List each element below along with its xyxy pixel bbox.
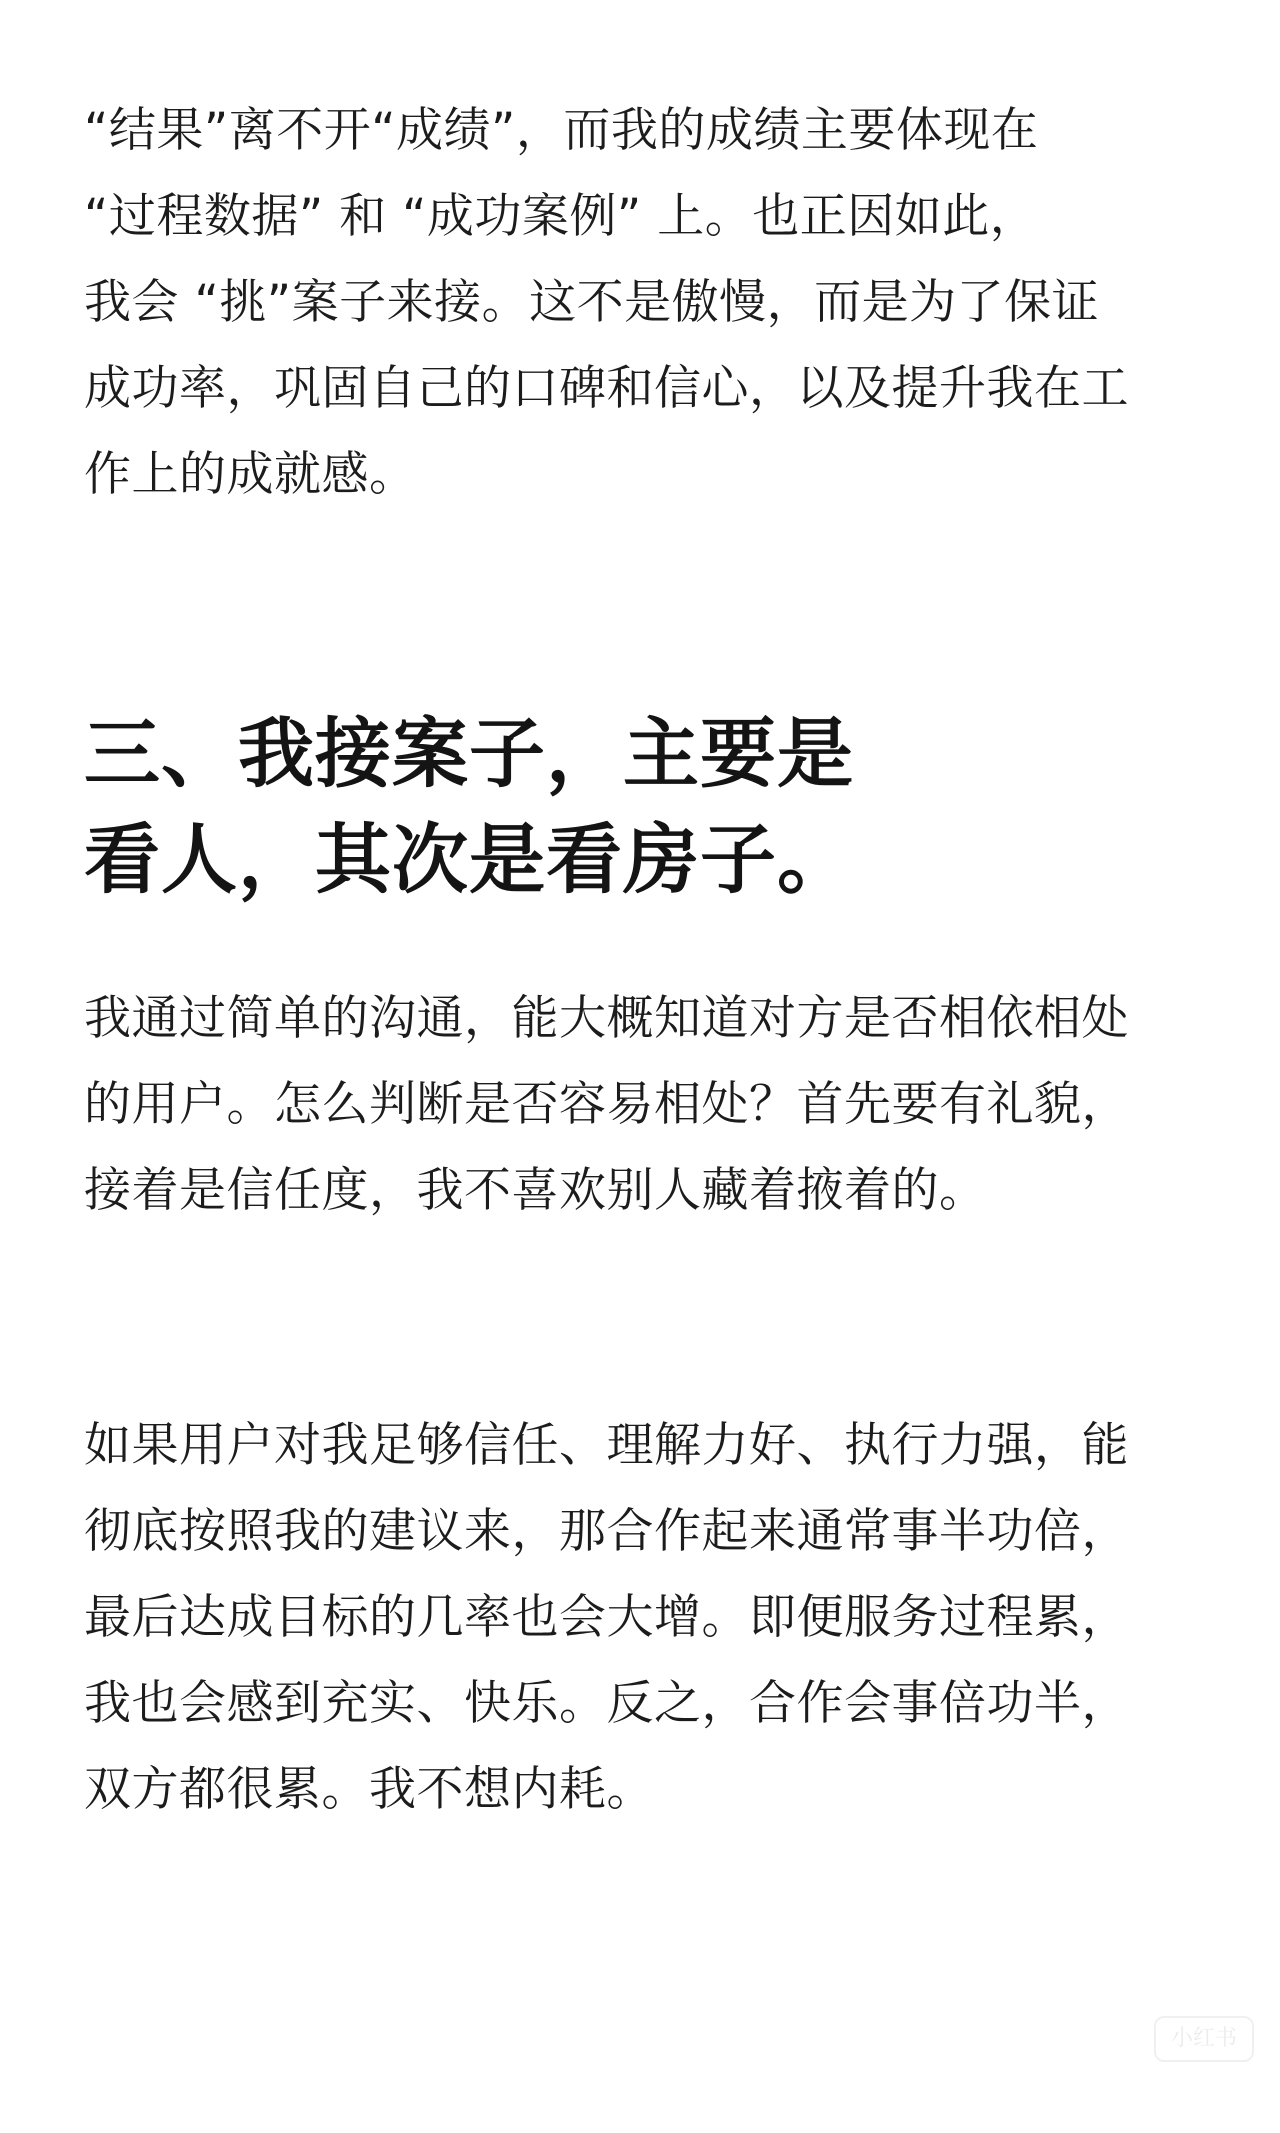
paragraph-results [84, 88, 1204, 518]
section-heading-3 [84, 701, 1204, 913]
text-line: 我会 “挑”案子来接。这不是傲慢，而是为了保证 [84, 275, 1100, 330]
text-line: 最后达成目标的几率也会大增。即便服务过程累， [84, 1590, 1129, 1645]
paragraph-judge-client [84, 976, 1204, 1234]
text-line: 作上的成就感。 [84, 447, 417, 502]
text-line: “结果”离不开“成绩”，而我的成绩主要体现在 [84, 103, 1039, 158]
text-line: 我通过简单的沟通，能大概知道对方是否相依相处 [84, 991, 1129, 1046]
text-line: 彻底按照我的建议来，那合作起来通常事半功倍， [84, 1504, 1129, 1559]
heading-line: 三、我接案子，主要是 [84, 709, 854, 798]
text-line: 双方都很累。我不想内耗。 [84, 1762, 654, 1817]
heading-line: 看人，其次是看房子。 [84, 815, 854, 904]
watermark-logo: 小红书 [1154, 2016, 1254, 2062]
paragraph-cooperation [84, 1403, 1204, 1833]
text-line: 接着是信任度，我不喜欢别人藏着掖着的。 [84, 1163, 987, 1218]
text-line: 的用户。怎么判断是否容易相处？首先要有礼貌， [84, 1077, 1129, 1132]
text-line: 如果用户对我足够信任、理解力好、执行力强，能 [84, 1418, 1129, 1473]
text-line: “过程数据” 和 “成功案例” 上。也正因如此， [84, 189, 1038, 244]
text-line: 我也会感到充实、快乐。反之，合作会事倍功半， [84, 1676, 1129, 1731]
text-line: 成功率，巩固自己的口碑和信心，以及提升我在工 [84, 361, 1129, 416]
